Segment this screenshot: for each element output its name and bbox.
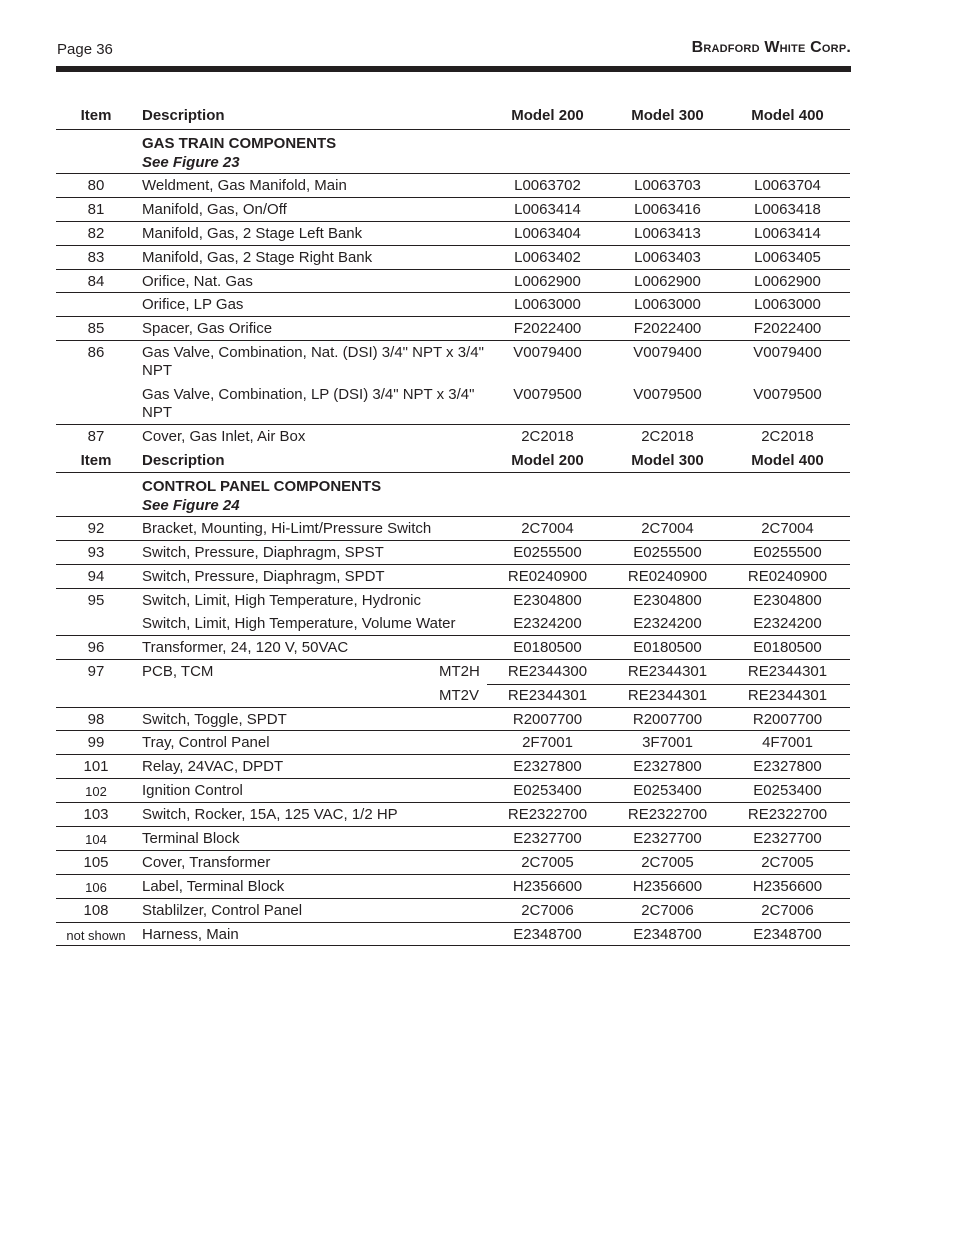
header-model-300: Model 300 (631, 452, 704, 469)
part-description: Switch, Pressure, Diaphragm, SPDT (142, 568, 385, 585)
part-model-300: E0253400 (633, 782, 702, 799)
part-description: Manifold, Gas, 2 Stage Left Bank (142, 225, 363, 242)
table-row (56, 270, 850, 293)
part-description: Switch, Limit, High Temperature, Volume Water (142, 615, 456, 632)
table-row (56, 589, 850, 612)
part-model-300: L0063403 (634, 249, 701, 266)
part-description: Weldment, Gas Manifold, Main (142, 177, 347, 194)
part-description: Gas Valve, Combination, LP (DSI) 3/4" NPT x 3/4" NPT (142, 386, 475, 421)
table-row (56, 731, 850, 755)
part-model-300: E2348700 (633, 926, 702, 943)
item-number: 103 (83, 806, 109, 823)
part-model-400: E2304800 (753, 592, 822, 609)
part-description: Bracket, Mounting, Hi-Limt/Pressure Switch (142, 520, 432, 537)
model-variant: MT2H (439, 663, 480, 680)
table-row (56, 246, 850, 270)
item-number: 92 (87, 520, 105, 537)
table-row (56, 198, 850, 222)
item-number: 93 (87, 544, 105, 561)
part-model-200: RE2322700 (507, 806, 588, 823)
part-model-400: E2327700 (753, 830, 822, 847)
table-row (56, 851, 850, 875)
part-model-400: H2356600 (752, 878, 823, 895)
table-header-row-repeat (56, 450, 850, 473)
part-model-300: RE2322700 (627, 806, 708, 823)
part-description: Manifold, Gas, On/Off (142, 201, 287, 218)
part-model-400: L0063414 (754, 225, 821, 242)
header-model-400: Model 400 (751, 452, 824, 469)
item-number: 87 (87, 428, 105, 445)
part-model-300: 3F7001 (642, 734, 693, 751)
item-number: 104 (85, 832, 107, 847)
part-description: PCB, TCM (142, 663, 214, 680)
part-model-300: E0180500 (633, 639, 702, 656)
item-number: 97 (87, 663, 105, 680)
part-model-200: 2C2018 (521, 428, 574, 445)
part-description: Cover, Gas Inlet, Air Box (142, 428, 306, 445)
part-model-200: L0063414 (514, 201, 581, 218)
part-model-200: RE2344300 (507, 663, 588, 680)
part-description: Switch, Limit, High Temperature, Hydronic (142, 592, 421, 609)
part-model-400: RE2344301 (747, 687, 828, 704)
part-description: Switch, Rocker, 15A, 125 VAC, 1/2 HP (142, 806, 398, 823)
part-model-400: L0062900 (754, 273, 821, 290)
section-header-gas (56, 130, 850, 174)
item-number (56, 684, 136, 707)
table-row (56, 923, 850, 946)
item-number: 101 (83, 758, 109, 775)
part-description (136, 684, 487, 707)
part-model-200: E2327700 (513, 830, 582, 847)
part-model-200: E2324200 (513, 615, 582, 632)
part-description: Terminal Block (142, 830, 240, 847)
table-row (56, 541, 850, 565)
header-item: Item (80, 452, 112, 469)
part-model-200: E2348700 (513, 926, 582, 943)
part-model-200: RE2344301 (507, 687, 588, 704)
part-model-400: 2C7006 (761, 902, 814, 919)
item-number: 82 (87, 225, 105, 242)
parts-table (56, 104, 850, 946)
part-model-300: L0062900 (634, 273, 701, 290)
part-model-300: F2022400 (633, 320, 702, 337)
table-row (56, 755, 850, 779)
page-number: Page 36 (57, 41, 113, 58)
item-number: 99 (87, 734, 105, 751)
part-description: Manifold, Gas, 2 Stage Right Bank (142, 249, 373, 266)
item-number: 95 (87, 592, 105, 609)
part-model-200: F2022400 (513, 320, 582, 337)
table-row (56, 803, 850, 827)
part-model-300: L0063413 (634, 225, 701, 242)
part-description: Transformer, 24, 120 V, 50VAC (142, 639, 349, 656)
section-subtitle: See Figure 24 (142, 497, 240, 514)
part-model-300: V0079400 (633, 344, 702, 361)
part-model-200: 2C7004 (521, 520, 574, 537)
part-description: Ignition Control (142, 782, 243, 799)
part-model-200: L0063404 (514, 225, 581, 242)
part-model-400: E2348700 (753, 926, 822, 943)
part-model-200: E0180500 (513, 639, 582, 656)
part-model-300: V0079500 (633, 386, 702, 403)
table-row (56, 293, 850, 317)
part-model-400: 2C2018 (761, 428, 814, 445)
table-row (56, 517, 850, 541)
part-model-400: V0079400 (753, 344, 822, 361)
part-description: Tray, Control Panel (142, 734, 270, 751)
part-model-300: E2324200 (633, 615, 702, 632)
table-row (56, 383, 850, 425)
part-model-400: R2007700 (752, 711, 823, 728)
model-variant: MT2V (439, 687, 480, 704)
part-model-200: 2F7001 (522, 734, 573, 751)
part-model-200: L0063702 (514, 177, 581, 194)
part-model-200: RE0240900 (507, 568, 588, 585)
item-number (56, 612, 136, 635)
table-row (56, 222, 850, 246)
part-model-200: R2007700 (512, 711, 583, 728)
header-model-200: Model 200 (511, 452, 584, 469)
part-model-400: L0063000 (754, 296, 821, 313)
part-model-400: 2C7004 (761, 520, 814, 537)
item-number: 108 (83, 902, 109, 919)
part-model-400: E0255500 (753, 544, 822, 561)
item-number: 85 (87, 320, 105, 337)
table-row (56, 660, 850, 684)
item-number: 102 (85, 784, 107, 799)
part-model-400: 4F7001 (762, 734, 813, 751)
header-model-300: Model 300 (631, 107, 704, 124)
table-row (56, 565, 850, 589)
part-model-300: 2C7006 (641, 902, 694, 919)
part-model-400: F2022400 (753, 320, 822, 337)
header-item: Item (80, 107, 112, 124)
item-number: 98 (87, 711, 105, 728)
table-row (56, 317, 850, 341)
section-title: CONTROL PANEL COMPONENTS (142, 478, 382, 495)
part-model-200: E2304800 (513, 592, 582, 609)
part-model-200: L0063402 (514, 249, 581, 266)
item-number: 83 (87, 249, 105, 266)
company-name: Bradford White Corp. (691, 39, 851, 56)
table-row (56, 636, 850, 660)
item-number: 106 (85, 880, 107, 895)
part-model-300: H2356600 (632, 878, 703, 895)
table-row (56, 684, 850, 708)
part-model-300: E2327700 (633, 830, 702, 847)
part-model-300: E0255500 (633, 544, 702, 561)
part-model-400: V0079500 (753, 386, 822, 403)
part-model-200: E2327800 (513, 758, 582, 775)
item-number: 105 (83, 854, 109, 871)
header-model-400: Model 400 (751, 107, 824, 124)
part-model-300: R2007700 (632, 711, 703, 728)
header-description: Description (142, 107, 225, 124)
part-description: Switch, Toggle, SPDT (142, 711, 287, 728)
part-model-200: L0062900 (514, 273, 581, 290)
part-model-400: L0063405 (754, 249, 821, 266)
part-model-300: 2C2018 (641, 428, 694, 445)
part-description: Gas Valve, Combination, Nat. (DSI) 3/4" NPT x 3/4" NPT (142, 344, 484, 379)
part-model-200: H2356600 (512, 878, 583, 895)
part-model-400: RE0240900 (747, 568, 828, 585)
part-model-300: RE0240900 (627, 568, 708, 585)
part-model-400: E2324200 (753, 615, 822, 632)
part-description: Orifice, Nat. Gas (142, 273, 253, 290)
part-model-200: V0079400 (513, 344, 582, 361)
part-model-300: L0063000 (634, 296, 701, 313)
part-model-400: RE2322700 (747, 806, 828, 823)
item-number: 84 (87, 273, 105, 290)
part-description: Spacer, Gas Orifice (142, 320, 273, 337)
header-model-200: Model 200 (511, 107, 584, 124)
part-model-300: 2C7005 (641, 854, 694, 871)
part-description: Orifice, LP Gas (142, 296, 244, 313)
part-model-300: E2304800 (633, 592, 702, 609)
header-description: Description (142, 452, 225, 469)
section-subtitle: See Figure 23 (142, 154, 240, 171)
part-model-400: 2C7005 (761, 854, 814, 871)
table-row (56, 612, 850, 636)
part-description: Cover, Transformer (142, 854, 271, 871)
item-number: 94 (87, 568, 105, 585)
part-model-400: E0180500 (753, 639, 822, 656)
table-header-row (56, 104, 850, 130)
header-rule (56, 66, 851, 72)
part-model-300: RE2344301 (627, 687, 708, 704)
item-number: not shown (66, 928, 126, 943)
section-title: GAS TRAIN COMPONENTS (142, 135, 337, 152)
item-number: 96 (87, 639, 105, 656)
part-description: Relay, 24VAC, DPDT (142, 758, 284, 775)
part-model-400: L0063704 (754, 177, 821, 194)
item-number (56, 383, 136, 424)
item-number: 80 (87, 177, 105, 194)
part-model-400: E2327800 (753, 758, 822, 775)
table-row (56, 425, 850, 450)
part-description: Label, Terminal Block (142, 878, 285, 895)
part-model-200: 2C7005 (521, 854, 574, 871)
part-description: Stablilzer, Control Panel (142, 902, 303, 919)
table-row (56, 708, 850, 731)
part-model-300: L0063416 (634, 201, 701, 218)
table-row (56, 899, 850, 923)
part-model-300: L0063703 (634, 177, 701, 194)
part-model-300: E2327800 (633, 758, 702, 775)
part-description: Harness, Main (142, 926, 239, 943)
item-number: 81 (87, 201, 105, 218)
table-row (56, 174, 850, 198)
section-header-control (56, 473, 850, 517)
part-description: Switch, Pressure, Diaphragm, SPST (142, 544, 384, 561)
part-model-200: 2C7006 (521, 902, 574, 919)
part-model-200: V0079500 (513, 386, 582, 403)
part-model-300: 2C7004 (641, 520, 694, 537)
part-model-400: RE2344301 (747, 663, 828, 680)
table-row (56, 827, 850, 851)
part-model-400: E0253400 (753, 782, 822, 799)
part-model-200: L0063000 (514, 296, 581, 313)
part-model-200: E0253400 (513, 782, 582, 799)
table-row (56, 875, 850, 899)
item-number: 86 (87, 344, 105, 361)
table-row (56, 779, 850, 803)
part-model-200: E0255500 (513, 544, 582, 561)
table-row (56, 341, 850, 383)
part-model-400: L0063418 (754, 201, 821, 218)
item-number (56, 293, 136, 316)
part-model-300: RE2344301 (627, 663, 708, 680)
